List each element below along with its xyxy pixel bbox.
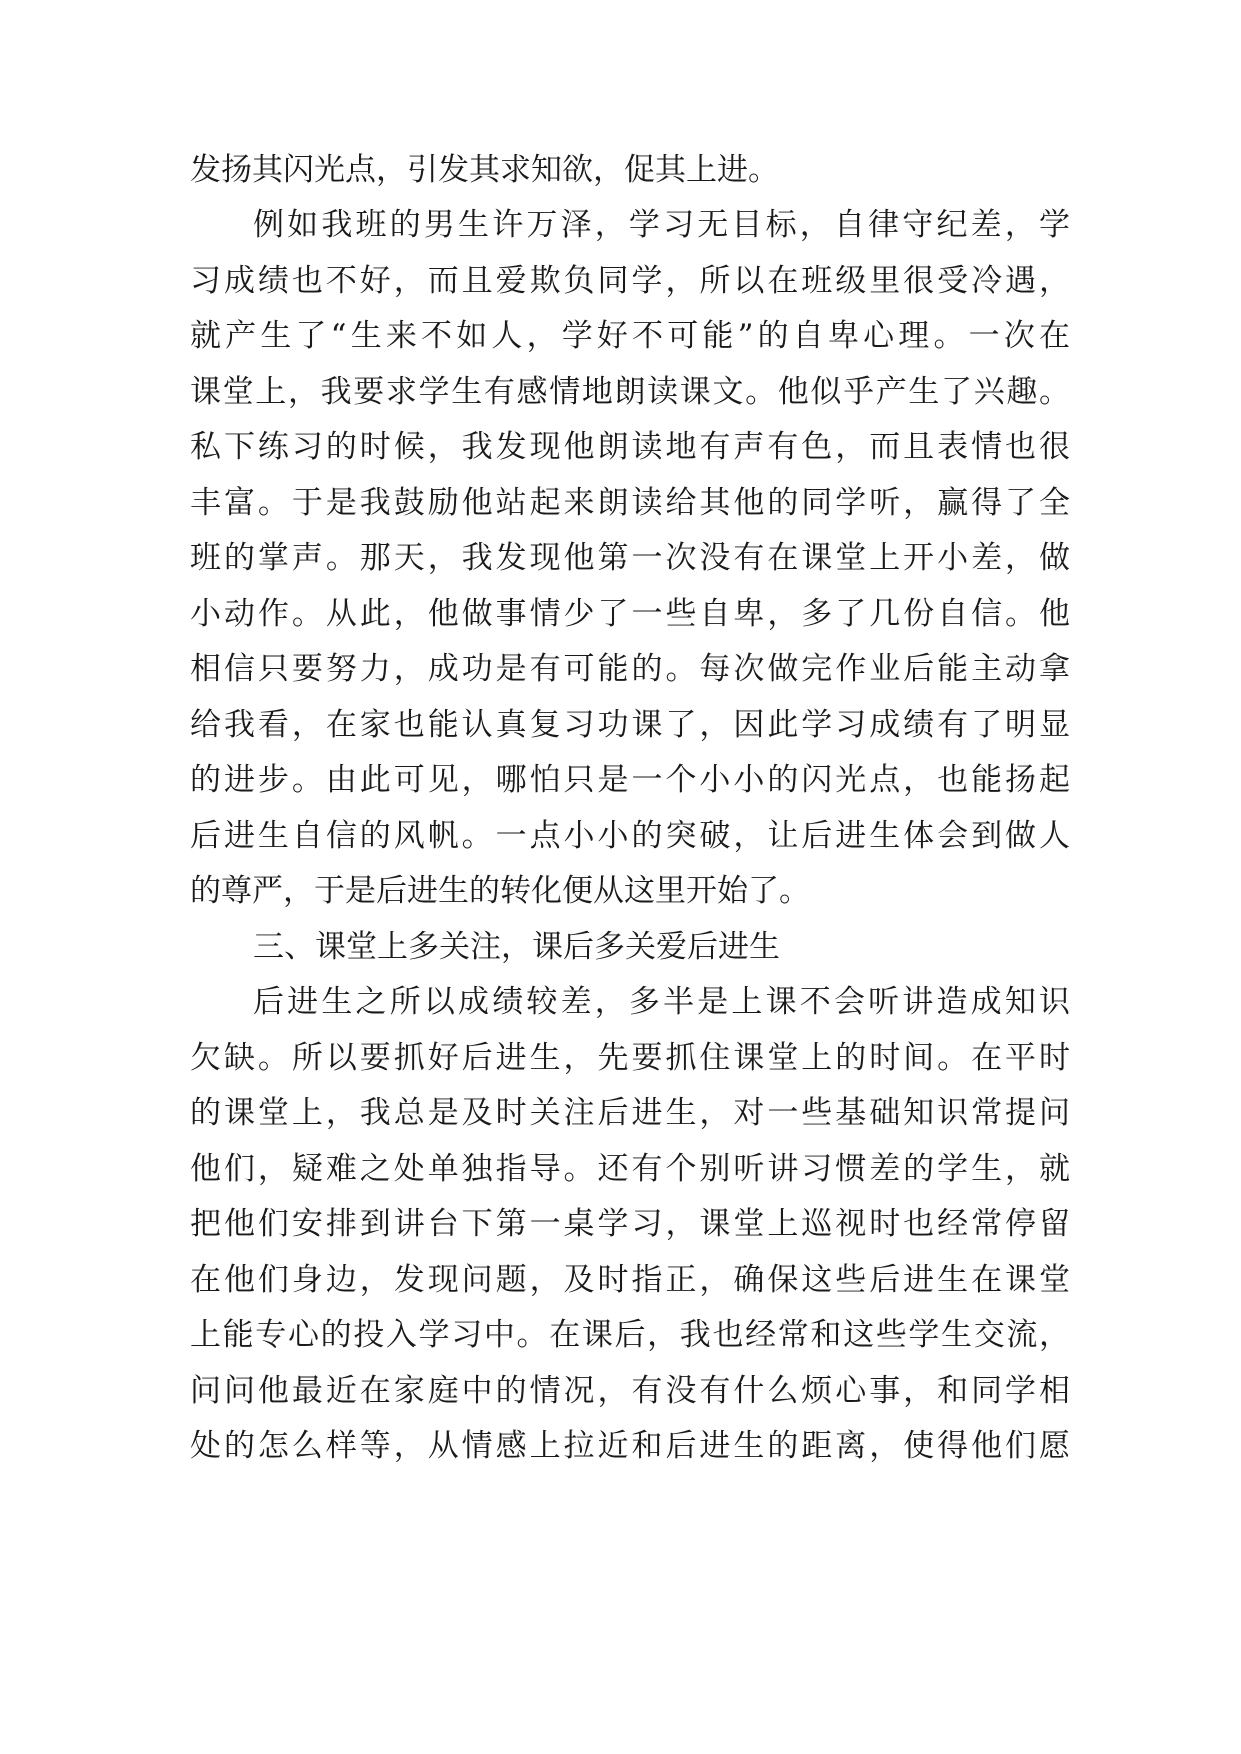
text-line: 把他们安排到讲台下第一桌学习，课堂上巡视时也经常停留 <box>190 1206 1070 1242</box>
text-line: 的进步。由此可见，哪怕只是一个小小的闪光点，也能扬起 <box>190 762 1070 798</box>
text-line: 后进生自信的风帆。一点小小的突破，让后进生体会到做人 <box>190 818 1070 854</box>
text-line: 上能专心的投入学习中。在课后，我也经常和这些学生交流， <box>190 1317 1070 1353</box>
text-line: 给我看，在家也能认真复习功课了，因此学习成绩有了明显 <box>190 707 1070 743</box>
text-line: 丰富。于是我鼓励他站起来朗读给其他的同学听，赢得了全 <box>190 485 1070 521</box>
paragraph-start-line: 后进生之所以成绩较差，多半是上课不会听讲造成知识 <box>253 984 1070 1020</box>
text-line: 习成绩也不好，而且爱欺负同学，所以在班级里很受冷遇， <box>190 263 1070 299</box>
text-line: 的尊严，于是后进生的转化便从这里开始了。 <box>190 873 810 909</box>
text-line: 处的怎么样等，从情感上拉近和后进生的距离，使得他们愿 <box>190 1428 1070 1464</box>
text-line: 相信只要努力，成功是有可能的。每次做完作业后能主动拿 <box>190 651 1070 687</box>
text-line: 他们，疑难之处单独指导。还有个别听讲习惯差的学生，就 <box>190 1151 1070 1187</box>
text-line: 欠缺。所以要抓好后进生，先要抓住课堂上的时间。在平时 <box>190 1040 1070 1076</box>
text-line: 问问他最近在家庭中的情况，有没有什么烦心事，和同学相 <box>190 1373 1070 1409</box>
paragraph-start-line: 例如我班的男生许万泽，学习无目标，自律守纪差，学 <box>253 207 1070 243</box>
text-line: 小动作。从此，他做事情少了一些自卑，多了几份自信。他 <box>190 596 1070 632</box>
text-line: 在他们身边，发现问题，及时指正，确保这些后进生在课堂 <box>190 1262 1070 1298</box>
text-line: 课堂上，我要求学生有感情地朗读课文。他似乎产生了兴趣。 <box>190 374 1070 410</box>
section-heading: 三、课堂上多关注，课后多关爱后进生 <box>253 929 780 965</box>
text-line: 就产生了“生来不如人，学好不可能”的自卑心理。一次在 <box>190 318 1070 354</box>
text-line: 班的掌声。那天，我发现他第一次没有在课堂上开小差，做 <box>190 540 1070 576</box>
text-line: 发扬其闪光点，引发其求知欲，促其上进。 <box>190 152 779 188</box>
text-line: 的课堂上，我总是及时关注后进生，对一些基础知识常提问 <box>190 1095 1070 1131</box>
text-line: 私下练习的时候，我发现他朗读地有声有色，而且表情也很 <box>190 429 1070 465</box>
